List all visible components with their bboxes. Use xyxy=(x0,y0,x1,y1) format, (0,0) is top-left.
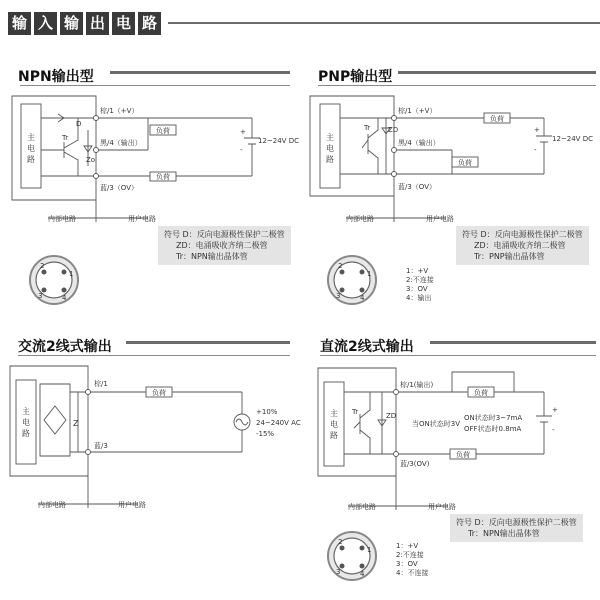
ac-load-label: 负荷 xyxy=(152,389,166,397)
ac-supply-bot: -15% xyxy=(256,430,275,438)
npn-terminal xyxy=(94,174,99,179)
npn-pin-dot xyxy=(42,270,47,275)
ac-main-label: 电 xyxy=(22,418,30,427)
legend-line: 符号 D：反向电源极性保护二极管 xyxy=(456,518,577,527)
title-char: 输 xyxy=(8,12,31,35)
npn-user-label: 用户电路 xyxy=(128,215,156,223)
npn-terminal xyxy=(94,148,99,153)
legend-line: Tr：NPN输出晶体管 xyxy=(176,252,248,261)
pnp-pin-num: 2 xyxy=(338,262,343,270)
npn-zd-label: Zo xyxy=(86,156,96,164)
dc-zd-label: ZD xyxy=(386,412,397,420)
pnp-pin-desc: 3：OV xyxy=(406,285,428,293)
npn-main-label: 主 xyxy=(27,133,35,142)
npn-legend xyxy=(158,226,291,265)
ac-pin-blue: 蓝/3 xyxy=(94,442,108,450)
dc-pin-num: 3 xyxy=(336,568,341,576)
title-char: 入 xyxy=(34,12,57,35)
npn-tr-label: Tr xyxy=(62,134,69,142)
dc-terminal xyxy=(394,390,399,395)
title-char: 路 xyxy=(138,12,161,35)
npn-pin-num: 4 xyxy=(62,294,67,302)
dc-pin-num: 2 xyxy=(338,538,343,546)
pnp-supply-label: 12~24V DC xyxy=(552,135,593,143)
dc-minus: - xyxy=(552,426,555,434)
pnp-pin-num: 4 xyxy=(360,294,365,302)
pnp-terminal xyxy=(392,116,397,121)
dc-main-label: 主 xyxy=(330,409,338,418)
legend-line: ZD：电涌吸收齐纳二极管 xyxy=(474,241,566,250)
pnp-main-label: 主 xyxy=(326,133,334,142)
dc-transistor-symbol xyxy=(354,392,370,454)
ac-circuit xyxy=(10,366,301,509)
pnp-terminal xyxy=(392,148,397,153)
npn-supply-label: 12~24V DC xyxy=(258,137,299,145)
ac-title: 交流2线式输出 xyxy=(18,339,112,355)
dc-terminal xyxy=(394,452,399,457)
dc-pin-blue: 蓝/3(OV) xyxy=(400,460,430,468)
npn-pin-num: 2 xyxy=(40,262,45,270)
dc-zener xyxy=(378,392,386,454)
pnp-pin-dot xyxy=(360,270,365,275)
pnp-pin-brown: 棕/1（+V） xyxy=(398,107,437,115)
pnp-pin-dot xyxy=(340,270,345,275)
pnp-main-label: 电 xyxy=(326,144,334,153)
pnp-terminal xyxy=(392,172,397,177)
pnp-plus: + xyxy=(534,126,540,134)
pnp-pin-desc: 2:不连接 xyxy=(406,276,434,284)
dc-pin-desc: 4：不连接 xyxy=(396,569,429,577)
npn-plus: + xyxy=(240,128,246,136)
npn-d-label: D xyxy=(76,120,82,128)
ac-bridge-diamond xyxy=(44,406,66,434)
npn-main-label: 路 xyxy=(27,155,35,164)
npn-title: NPN输出型 xyxy=(18,69,94,85)
dc-pin-desc: 2:不连接 xyxy=(396,551,424,559)
pnp-load-label: 负荷 xyxy=(490,115,504,123)
dc-pin-dot xyxy=(340,546,345,551)
ac-supply-mid: 24~240V AC xyxy=(256,419,301,427)
dc-pin-brown: 棕/1(输出) xyxy=(400,381,434,389)
npn-pin-black: 黑/4（输出） xyxy=(100,139,142,147)
npn-main-label: 电 xyxy=(27,144,35,153)
pnp-pin-num: 3 xyxy=(336,292,341,300)
npn-pin-brown: 棕/1（+V） xyxy=(100,107,139,115)
legend-line: 符号 D：反向电源极性保护二极管 xyxy=(164,230,285,239)
ac-main-label: 路 xyxy=(22,429,30,438)
dc-pin-dot xyxy=(360,564,365,569)
pnp-legend xyxy=(456,226,589,265)
pnp-user-label: 用户电路 xyxy=(426,215,454,223)
legend-line: Tr：NPN输出晶体管 xyxy=(468,529,540,538)
dc-main-label: 电 xyxy=(330,420,338,429)
legend-line: ZD：电涌吸收齐纳二极管 xyxy=(176,241,268,250)
npn-supply xyxy=(244,118,260,176)
npn-pin-num: 3 xyxy=(38,292,43,300)
pnp-zd-label: ZD xyxy=(388,126,399,134)
dc-user-label: 用户电路 xyxy=(428,503,456,511)
legend-line: Tr：PNP输出晶体管 xyxy=(474,252,545,261)
dc-load-label: 负荷 xyxy=(456,451,470,459)
dc-pin-desc: 3：OV xyxy=(396,560,418,568)
pnp-title: PNP输出型 xyxy=(318,69,393,85)
npn-circuit xyxy=(12,96,299,304)
npn-load-label: 负荷 xyxy=(156,127,170,135)
ac-terminal xyxy=(86,450,91,455)
ac-supply-top: +10% xyxy=(256,408,278,416)
dc-plus: + xyxy=(552,406,558,414)
ac-terminal xyxy=(86,390,91,395)
title-char: 输 xyxy=(60,12,83,35)
title-char: 电 xyxy=(112,12,135,35)
dc-circuit xyxy=(318,368,558,580)
npn-minus: - xyxy=(240,146,243,154)
dc-on-voltage: 当ON状态时3V xyxy=(412,420,460,428)
ac-user-label: 用户电路 xyxy=(118,501,146,509)
ac-internal-label: 内部电路 xyxy=(38,501,66,509)
npn-pin-num: 1 xyxy=(69,270,74,278)
pnp-pin-num: 1 xyxy=(367,270,372,278)
pnp-minus: - xyxy=(534,146,537,154)
dc-title: 直流2线式输出 xyxy=(320,339,414,355)
dc-pin-num: 4 xyxy=(360,570,365,578)
dc-off-state: OFF状态时0.8mA xyxy=(464,425,522,433)
pnp-circuit xyxy=(310,96,593,304)
dc-load-label: 负荷 xyxy=(474,389,488,397)
pnp-tr-label: Tr xyxy=(364,124,371,132)
dc-internal-label: 内部电路 xyxy=(348,503,376,511)
ac-main-label: 主 xyxy=(22,407,30,416)
pnp-main-label: 路 xyxy=(326,155,334,164)
dc-pin-dot xyxy=(360,546,365,551)
pnp-pin-blue: 蓝/3（OV） xyxy=(398,183,436,191)
npn-terminal xyxy=(94,116,99,121)
pnp-load-label: 负荷 xyxy=(458,159,472,167)
dc-pin-num: 1 xyxy=(367,546,372,554)
pnp-internal-label: 内部电路 xyxy=(346,215,374,223)
npn-pin-dot xyxy=(62,288,67,293)
dc-pin-desc: 1：+V xyxy=(396,542,419,550)
pnp-pin-desc: 4：输出 xyxy=(406,294,432,302)
legend-line: 符号 D：反向电源极性保护二极管 xyxy=(462,230,583,239)
dc-on-state: ON状态时3~7mA xyxy=(464,414,523,422)
npn-pin-dot xyxy=(62,270,67,275)
dc-main-label: 路 xyxy=(330,431,338,440)
ac-pin-brown: 棕/1 xyxy=(94,380,108,388)
npn-pin-blue: 蓝/3（OV） xyxy=(100,184,138,192)
dc-tr-label: Tr xyxy=(352,408,359,416)
npn-internal-label: 内部电路 xyxy=(48,215,76,223)
npn-load-label: 负荷 xyxy=(156,173,170,181)
pnp-pin-dot xyxy=(360,288,365,293)
pnp-pin-black: 黑/4（输出） xyxy=(398,139,440,147)
ac-z-label: Z xyxy=(73,419,79,428)
pnp-pin-desc: 1：+V xyxy=(406,267,429,275)
dc-legend xyxy=(450,514,583,542)
dc-supply xyxy=(536,392,552,454)
title-char: 出 xyxy=(86,12,109,35)
